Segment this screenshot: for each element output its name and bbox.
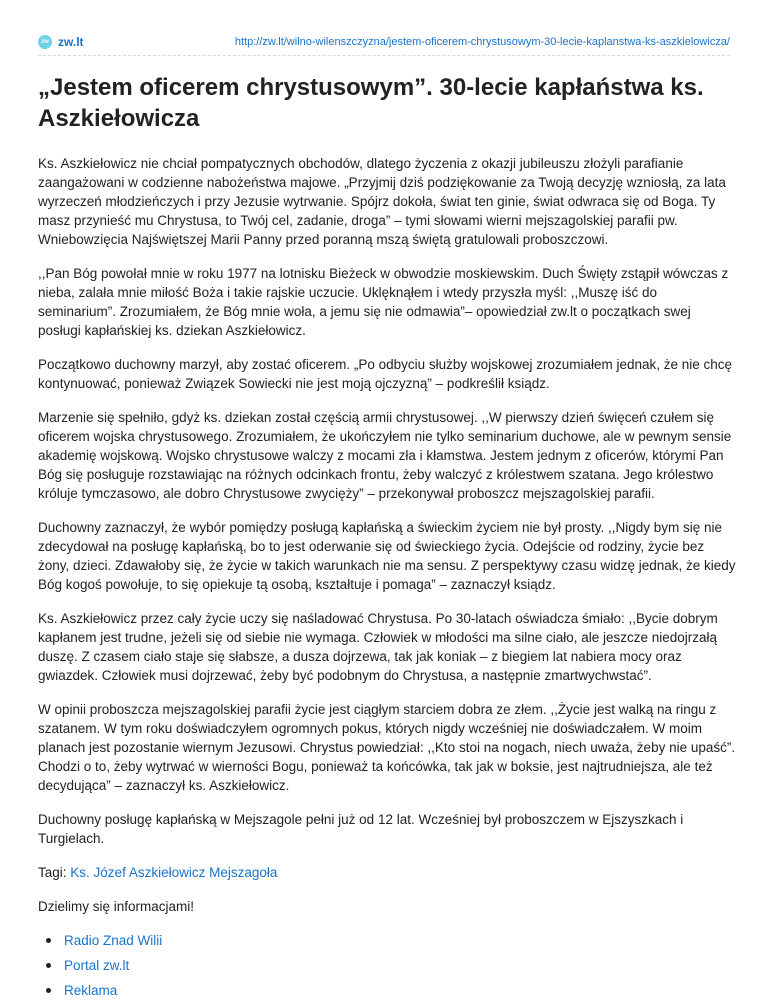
article-paragraph: Początkowo duchowny marzył, aby zostać oficerem. „Po odbyciu służby wojskowej zrozumiałem jednak, że nie chcę kontynuować, ponieważ Związek Sowiecki nie jest moją ojczyzną” – podkreślił ksiądz. (38, 357, 733, 391)
article-paragraph: Duchowny posługę kapłańską w Mejszagole pełni już od 12 lat. Wcześniej był proboszczem w Ejszyszkach i Turgielach. (38, 812, 684, 846)
article-paragraph: Marzenie się spełniło, gdyż ks. dziekan został częścią armii chrystusowej. ,,W pierwszy dzień święceń czułem się oficerem wojska chrystusowego. Zrozumiałem, że ukończyłem nie tylko seminarium duchowe, ale w pewnym sensie akademię wojskową. Wojsko chrystusowe walczy z mocami zła i kłamstwa. Jestem jednym z oficerów, którymi Pan Bóg się posługuje rozstawiając na różnych odcinkach frontu, żeby walczyć z królestwem szatana. Jego królestwo króluje tymczasowo, ale dobro Chrystusowe zwycięży” – przekonywał proboszcz mejszagolskiej parafii. (38, 410, 732, 501)
list-item (38, 956, 736, 975)
list-item (38, 981, 736, 1000)
article-paragraph: ,,Pan Bóg powołał mnie w roku 1977 na lotnisku Bieżeck w obwodzie moskiewskim. Duch Święty zstąpił wówczas z nieba, zalała mnie miłość Boża i takie rajskie uczucie. Uklęknąłem i wtedy przyszła myśl: ,,Muszę iść do seminarium”. Zrozumiałem, że Bóg mnie woła, a jemu się nie odmawia”– opowiedział zw.lt o początkach swej posługi kapłańskiej ks. dziekan Aszkiełowicz. (38, 266, 729, 338)
article-body (38, 154, 736, 1006)
tags-row (38, 863, 736, 882)
link-radio-znad-wilii[interactable]: Radio Znad Wilii (64, 933, 163, 948)
site-name[interactable]: zw.lt (58, 35, 84, 49)
site-logo-icon: zw (38, 35, 52, 49)
article-title: „Jestem oficerem chrystusowym”. 30-lecie kapłaństwa ks. Aszkiełowicza (38, 74, 704, 132)
article-paragraph: Ks. Aszkiełowicz nie chciał pompatycznych obchodów, dlatego życzenia z okazji jubileuszu złożyli parafianie zaangażowani w codzienne nabożeństwa majowe. „Przyjmij dziś podziękowanie za Twoją decyzję wzniosłą, za lata wyrzeczeń młodzieńczych i przy Jezusie wytrwanie. Spójrz dokoła, świat ten ginie, świat odwraca się od Boga. Ty masz przynieść mu Chrystusa, to Twój cel, zadanie, droga” – tymi słowami wierni mejszagolskiej parafii pw. Wniebowzięcia Najświętszej Marii Panny przed poranną mszą świętą gratulowali proboszczowi. (38, 156, 726, 247)
tag-link[interactable]: Mejszagoła (209, 865, 278, 880)
bullet-icon (46, 963, 51, 968)
article-paragraph: Ks. Aszkiełowicz przez cały życie uczy się naśladować Chrystusa. Po 30-latach oświadcza śmiało: ,,Bycie dobrym kapłanem jest trudne, jeżeli się od siebie nie wymaga. Człowiek w młodości ma silne ciało, ale jeszcze niedojrzałą duszę. Z czasem ciało staje się słabsze, a dusza dojrzewa, tak jak koniak – z biegiem lat nabiera mocy oraz gwiazdek. Człowiek musi dojrzewać, żeby być podobnym do Chrystusa, a następnie zmartwychwstać”. (38, 611, 718, 683)
share-text: Dzielimy się informacjami! (38, 899, 195, 914)
bullet-icon (46, 988, 51, 993)
tags-label: Tagi: (38, 865, 67, 880)
header-divider (38, 55, 730, 56)
list-item (38, 931, 736, 950)
source-url-link[interactable]: http://zw.lt/wilno-wilenszczyzna/jestem-oficerem-chrystusowym-30-lecie-kaplanstwa-ks-aszkielowicza/ (234, 36, 730, 48)
article-paragraph: Duchowny zaznaczył, że wybór pomiędzy posługą kapłańską a świeckim życiem nie był prosty. ,,Nigdy bym się nie zdecydował na posługę kapłańską, bo to jest oderwanie się od świeckiego życia. Odejście od rodziny, życie bez żony, dzieci. Zdawałoby się, że życie w takich warunkach nie ma sensu. Z perspektywy czasu widzę jednak, że kiedy Bóg kogoś powołuje, to się opiekuje tą osobą, kształtuje i pomaga” – zaznaczył ksiądz. (38, 520, 736, 592)
link-list (38, 931, 736, 1000)
tag-link[interactable]: Ks. Józef Aszkiełowicz (70, 865, 206, 880)
link-reklama[interactable]: Reklama (64, 983, 118, 998)
page-header (38, 30, 730, 54)
bullet-icon (46, 938, 51, 943)
brand[interactable] (38, 35, 84, 49)
link-portal-zw[interactable]: Portal zw.lt (64, 958, 130, 973)
article-paragraph: W opinii proboszcza mejszagolskiej parafii życie jest ciągłym starciem dobra ze złem. ,,Życie jest walką na ringu z szatanem. W tym roku doświadczyłem ogromnych pokus, których nigdy wcześniej nie doświadczałem. W moim planach jest pozostanie wiernym Jezusowi. Chrystus powiedział: ,,Kto stoi na nogach, niech uważa, żeby nie upaść”. Chodzi o to, żeby wytrwać w wierności Bogu, ponieważ ta końcówka, tak jak w boksie, jest najtrudniejsza, ale też decydująca” – zaznaczył ks. Aszkiełowicz. (38, 702, 736, 793)
